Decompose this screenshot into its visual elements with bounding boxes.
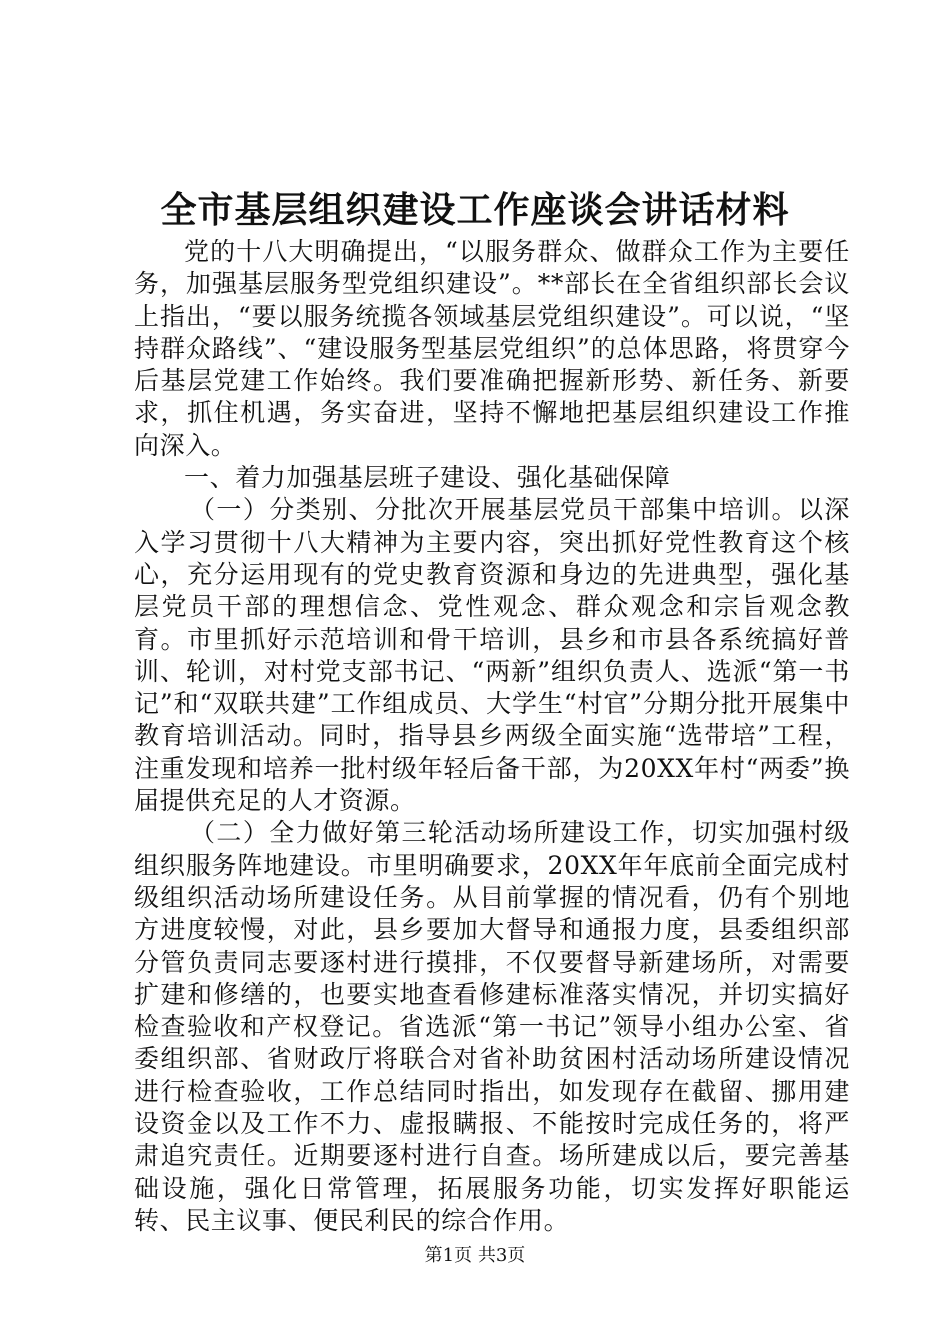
- document-title: 全市基层组织建设工作座谈会讲话材料: [160, 189, 790, 231]
- intro-paragraph: 党的十八大明确提出，“以服务群众、做群众工作为主要任务，加强基层服务型党组织建设”。**部长在全省组织部长会议上指出，“要以服务统揽各领域基层党组织建设”。可以说，“坚持群众路线”、“建设服务型基层党组织”的总体思路，将贯穿今后基层党建工作始终。我们要准确把握新形势、新任务、新要求，抓住机遇，务实奋进，坚持不懈地把基层组织建设工作推向深入。: [134, 237, 850, 460]
- subsection-paragraph-2: （二）全力做好第三轮活动场所建设工作，切实加强村级组织服务阵地建设。市里明确要求，20XX年年底前全面完成村级组织活动场所建设任务。从目前掌握的情况看，仍有个别地方进度较慢，对此，县乡要加大督导和通报力度，县委组织部分管负责同志要逐村进行摸排，不仅要督导新建场所，对需要扩建和修缮的，也要实地查看修建标准落实情况，并切实搞好检查验收和产权登记。省选派“第一书记”领导小组办公室、省委组织部、省财政厅将联合对省补助贫困村活动场所建设情况进行检查验收，工作总结同时指出，如发现存在截留、挪用建设资金以及工作不力、虚报瞒报、不能按时完成任务的，将严肃追究责任。近期要逐村进行自查。场所建成以后，要完善基础设施，强化日常管理，拓展服务功能，切实发挥好职能运转、民主议事、便民利民的综合作用。: [134, 818, 850, 1235]
- subsection-paragraph-1: （一）分类别、分批次开展基层党员干部集中培训。以深入学习贯彻十八大精神为主要内容，突出抓好党性教育这个核心，充分运用现有的党史教育资源和身边的先进典型，强化基层党员干部的理想信念、党性观念、群众观念和宗旨观念教育。市里抓好示范培训和骨干培训，县乡和市县各系统搞好普训、轮训，对村党支部书记、“两新”组织负责人、选派“第一书记”和“双联共建”工作组成员、大学生“村官”分期分批开展集中教育培训活动。同时，指导县乡两级全面实施“选带培”工程，注重发现和培养一批村级年轻后备干部，为20XX年村“两委”换届提供充足的人才资源。: [134, 495, 850, 816]
- section-heading-1: 一、着力加强基层班子建设、强化基础保障: [184, 463, 671, 493]
- page-number-footer: 第1页 共3页: [424, 1245, 526, 1266]
- document-body: [134, 236, 850, 1237]
